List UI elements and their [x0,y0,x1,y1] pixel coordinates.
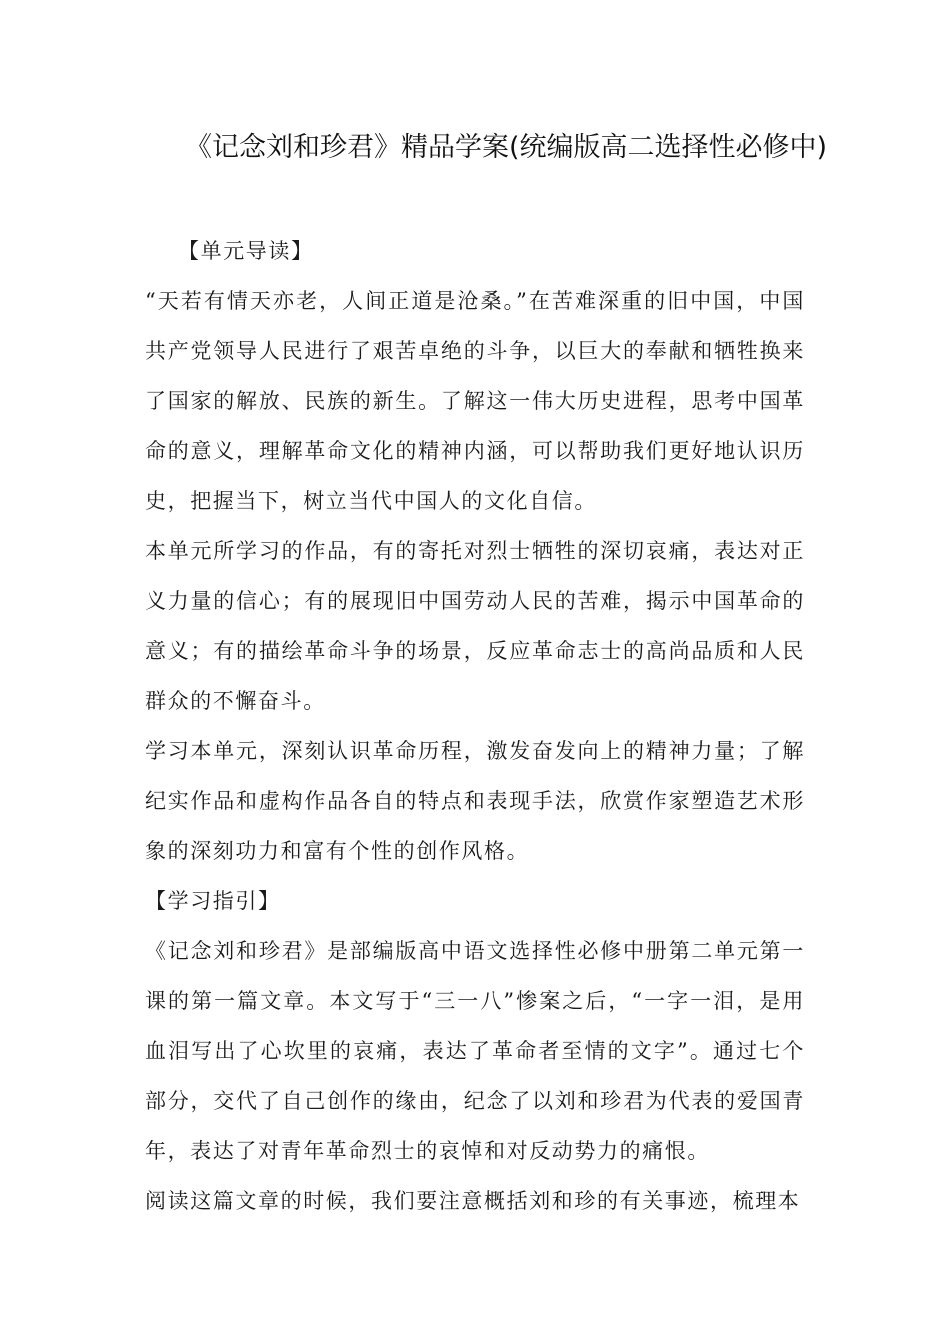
paragraph: 阅读这篇文章的时候，我们要注意概括刘和珍的有关事迹，梳理本 [145,1189,801,1213]
paragraph: 学习本单元，深刻认识革命历程，激发奋发向上的精神力量；了解纪实作品和虚构作品各自的特点和表现手法，欣赏作家塑造艺术形象的深刻功力和富有个性的创作风格。 [145,739,805,863]
section-heading-unit-guide: 【单元导读】 [178,239,314,263]
paragraph: “天若有情天亦老，人间正道是沧桑。”在苦难深重的旧中国，中国共产党领导人民进行了艰苦卓绝的斗争，以巨大的奉献和牺牲换来了国家的解放、民族的新生。了解这一伟大历史进程，思考中国革命的意义，理解革命文化的精神内涵，可以帮助我们更好地认识历史，把握当下，树立当代中国人的文化自信。 [145,289,805,513]
document-title: 《记念刘和珍君》精品学案(统编版高二选择性必修中) [185,132,828,163]
paragraph: 《记念刘和珍君》是部编版高中语文选择性必修中册第二单元第一课的第一篇文章。本文写于“三一八”惨案之后，“一字一泪，是用血泪写出了心坎里的哀痛，表达了革命者至情的文字”。通过七个部分，交代了自己创作的缘由，纪念了以刘和珍君为代表的爱国青年，表达了对青年革命烈士的哀悼和对反动势力的痛恨。 [145,939,805,1163]
section-heading-study-guide: 【学习指引】 [145,889,281,913]
document-body [145,226,805,1226]
paragraph: 本单元所学习的作品，有的寄托对烈士牺牲的深切哀痛，表达对正义力量的信心；有的展现旧中国劳动人民的苦难，揭示中国革命的意义；有的描绘革命斗争的场景，反应革命志士的高尚品质和人民群众的不懈奋斗。 [145,539,805,713]
